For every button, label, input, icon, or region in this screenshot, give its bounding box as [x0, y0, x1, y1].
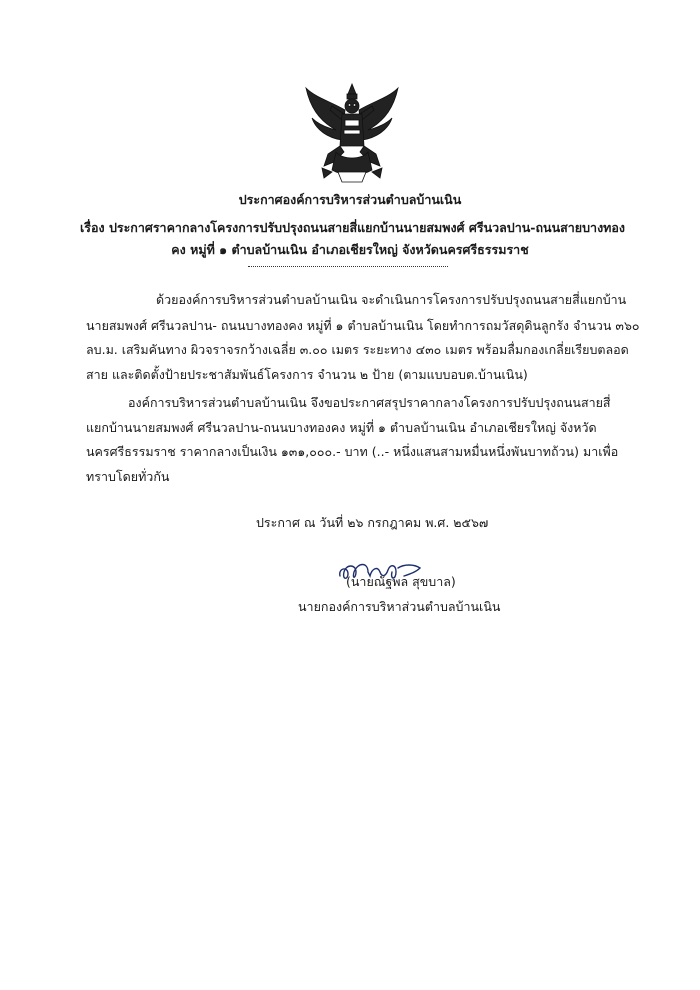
body-paragraph-1-line-1: ด้วยองค์การบริหารส่วนตำบลบ้านเนิน จะดำเนินการโครงการปรับปรุงถนนสายสี่แยกบ้าน — [156, 292, 627, 307]
body-paragraph-2-line-2: แยกบ้านนายสมพงศ์ ศรีนวลปาน-ถนนบางทองคง หมู่ที่ ๑ ตำบลบ้านเนิน อำเภอเชียรใหญ่ จังหวัด — [86, 420, 597, 435]
announcement-org-title: ประกาศองค์การบริหารส่วนตำบลบ้านเนิน — [238, 192, 462, 207]
body-paragraph-2-line-4: ทราบโดยทั่วกัน — [86, 469, 170, 484]
body-paragraph-2-line-1: องค์การบริหารส่วนตำบลบ้านเนิน จึงขอประกาศสรุปราคากลางโครงการปรับปรุงถนนสายสี่ — [128, 395, 611, 410]
garuda-emblem-icon — [302, 80, 402, 186]
announcement-date: ประกาศ ณ วันที่ ๒๖ กรกฎาคม พ.ศ. ๒๕๖๗ — [256, 515, 489, 530]
body-paragraph-1-line-3: ลบ.ม. เสริมคันทาง ผิวจราจรกว้างเฉลี่ย ๓.๐๐ เมตร ระยะทาง ๔๓๐ เมตร พร้อมลื่มกองเกลี่ยเรียบตลอด — [86, 342, 629, 357]
body-paragraph-2-line-3: นครศรีธรรมราช ราคากลางเป็นเงิน ๑๓๑,๐๐๐.- บาท (..- หนึ่งแสนสามหมื่นหนึ่งพันบาทถ้วน) มาเพื่อ — [86, 444, 619, 459]
announcement-subject-line-1: เรื่อง ประกาศราคากลางโครงการปรับปรุงถนนสายสี่แยกบ้านนายสมพงศ์ ศรีนวลปาน-ถนนสายบางทอง — [80, 220, 626, 235]
body-paragraph-1-line-4: สาย และติดตั้งป้ายประชาสัมพันธ์โครงการ จำนวน ๒ ป้าย (ตามแบบอบต.บ้านเนิน) — [86, 367, 528, 382]
body-paragraph-1-line-2: นายสมพงศ์ ศรีนวลปาน- ถนนบางทองคง หมู่ที่ ๑ ตำบลบ้านเนิน โดยทำการถมวัสดุดินลูกรัง จำนวน ๓๖๐ — [86, 318, 640, 333]
dotted-divider — [248, 266, 448, 267]
announcement-subject-line-2: คง หมู่ที่ ๑ ตำบลบ้านเนิน อำเภอเชียรใหญ่ จังหวัดนครศรีธรรมราช — [171, 242, 529, 257]
signatory-position: นายกองค์การบริหาส่วนตำบลบ้านเนิน — [298, 599, 501, 614]
signatory-name: (นายณัฐพล สุขบาล) — [346, 574, 456, 589]
